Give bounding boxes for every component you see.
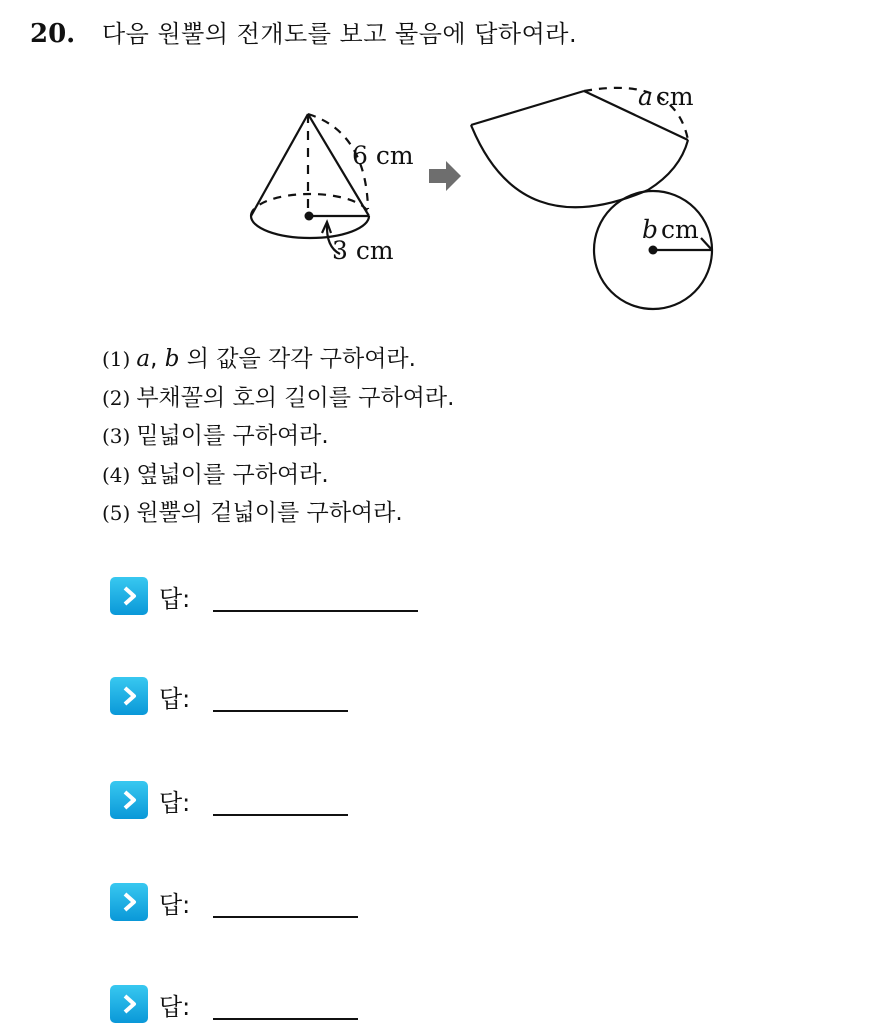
answer-label: 답: <box>159 992 191 1021</box>
transform-arrow-icon <box>429 161 461 191</box>
base-radius-label: b cm <box>642 215 699 244</box>
cone-drawing <box>251 114 369 254</box>
question-number: 20. <box>30 19 76 49</box>
chevron-right-icon <box>110 985 148 1023</box>
subquestion-2 <box>102 379 454 418</box>
variable-a: a <box>136 346 151 372</box>
arc-label: a cm <box>638 82 694 111</box>
sector-left-radius <box>471 91 584 125</box>
chevron-right-icon <box>110 677 148 715</box>
answer-row-3 <box>110 780 190 820</box>
cone-left-edge <box>251 114 308 216</box>
answer-row-1 <box>110 576 190 616</box>
answer-label: 답: <box>159 890 191 919</box>
answer-label: 답: <box>159 584 191 613</box>
sector-arc <box>471 125 688 207</box>
chevron-right-icon <box>110 781 148 819</box>
subquestion-marker: (3) <box>102 424 131 448</box>
subquestion-list <box>102 340 454 533</box>
answer-row-4 <box>110 882 190 922</box>
answer-row-2 <box>110 676 190 716</box>
subquestion-1 <box>102 340 454 379</box>
subquestion-marker: (4) <box>102 462 131 487</box>
subquestion-5 <box>102 494 454 533</box>
subquestion-text: 옆넓이를 구하여라. <box>136 461 329 488</box>
answer-blank-3[interactable] <box>213 814 348 816</box>
subquestion-text: 의 값을 각각 구하여라. <box>179 346 416 372</box>
base-center-dot <box>649 246 658 255</box>
subquestion-marker: (1) <box>102 347 131 371</box>
answer-blank-2[interactable] <box>213 710 348 712</box>
subquestion-marker: (2) <box>102 385 131 410</box>
subquestion-3 <box>102 417 454 456</box>
subquestion-marker: (5) <box>102 501 131 525</box>
subquestion-text: 원뿔의 겉넓이를 구하여라. <box>136 500 403 526</box>
comma: , <box>150 346 158 372</box>
radius-label: 3 cm <box>332 236 394 265</box>
chevron-right-icon <box>110 577 148 615</box>
question-text: 다음 원뿔의 전개도를 보고 물음에 답하여라. <box>102 20 578 48</box>
subquestion-text: 부채꼴의 호의 길이를 구하여라. <box>136 384 455 411</box>
variable-b: b <box>164 346 180 372</box>
subquestion-4 <box>102 456 454 495</box>
answer-blank-4[interactable] <box>213 916 358 918</box>
chevron-right-icon <box>110 883 148 921</box>
answer-label: 답: <box>159 788 191 817</box>
answer-blank-1[interactable] <box>213 610 418 612</box>
answer-label: 답: <box>159 684 191 713</box>
answer-blank-5[interactable] <box>213 1018 358 1020</box>
cone-center-dot <box>305 212 314 221</box>
subquestion-text: 밑넓이를 구하여라. <box>136 423 329 449</box>
answer-row-5 <box>110 984 190 1024</box>
slant-label: 6 cm <box>352 141 414 170</box>
cone-net-figure <box>0 0 884 330</box>
